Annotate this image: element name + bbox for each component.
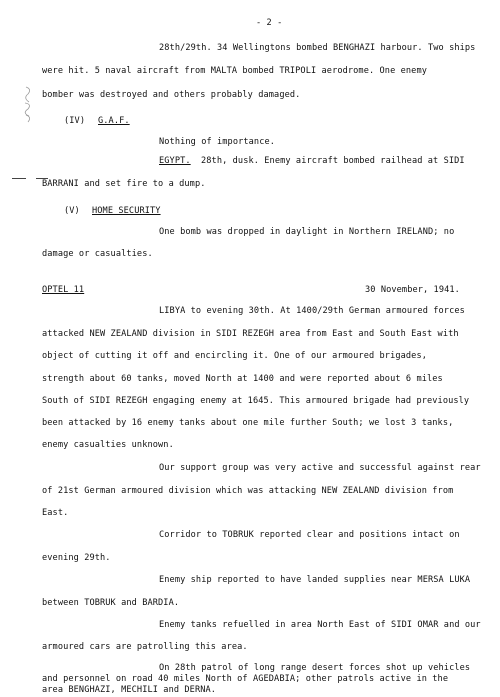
text-line: and personnel on road 40 miles North of AGEDABIA; other patrols active in the (42, 674, 449, 684)
text-line: On 28th patrol of long range desert forces shot up vehicles (159, 663, 471, 673)
margin-dash (12, 178, 26, 179)
text-line: Enemy ship reported to have landed supplies near MERSA LUKA (159, 575, 471, 585)
text-line: evening 29th. (42, 553, 111, 563)
subheading-egypt: EGYPT. (159, 156, 191, 166)
section-number: (V) (64, 206, 80, 216)
text-line: area BENGHAZI, MECHILI and DERNA. (42, 685, 217, 695)
text-line: BARRANI and set fire to a dump. (42, 179, 206, 189)
text-line: strength about 60 tanks, moved North at 1400 and were reported about 6 miles (42, 374, 443, 384)
text-line: enemy casualties unknown. (42, 440, 174, 450)
optel-label: OPTEL 11 (42, 285, 85, 295)
margin-annotation-mark (22, 85, 36, 125)
text-line: Corridor to TOBRUK reported clear and positions intact on (159, 530, 460, 540)
text-line: Enemy tanks refuelled in area North East of SIDI OMAR and our (159, 620, 481, 630)
section-heading: HOME SECURITY (92, 206, 161, 216)
text-line: 28th, dusk. Enemy aircraft bombed railhead at SIDI (201, 156, 465, 166)
page-number: - 2 - (256, 18, 283, 28)
text-line: between TOBRUK and BARDIA. (42, 598, 180, 608)
text-line: object of cutting it off and encircling it. One of our armoured brigades, (42, 351, 427, 361)
text-line: attacked NEW ZEALAND division in SIDI REZEGH area from East and South East with (42, 329, 459, 339)
text-line: East. (42, 508, 69, 518)
text-line: of 21st German armoured division which was attacking NEW ZEALAND division from (42, 486, 454, 496)
text-line: South of SIDI REZEGH engaging enemy at 1645. This armoured brigade had previously (42, 396, 470, 406)
text-line: 28th/29th. 34 Wellingtons bombed BENGHAZI harbour. Two ships (159, 43, 476, 53)
section-heading: G.A.F. (98, 116, 130, 126)
text-line: Nothing of importance. (159, 137, 276, 147)
text-line: One bomb was dropped in daylight in Northern IRELAND; no (159, 227, 455, 237)
text-line: LIBYA to evening 30th. At 1400/29th German armoured forces (159, 306, 465, 316)
text-line: were hit. 5 naval aircraft from MALTA bombed TRIPOLI aerodrome. One enemy (42, 66, 427, 76)
text-line: been attacked by 16 enemy tanks about one mile further South; we lost 3 tanks, (42, 418, 454, 428)
text-line: bomber was destroyed and others probably damaged. (42, 90, 301, 100)
text-line: damage or casualties. (42, 249, 153, 259)
text-line: armoured cars are patrolling this area. (42, 642, 248, 652)
text-line: Our support group was very active and successful against rear (159, 463, 481, 473)
section-number: (IV) (64, 116, 86, 126)
document-date: 30 November, 1941. (365, 285, 460, 295)
